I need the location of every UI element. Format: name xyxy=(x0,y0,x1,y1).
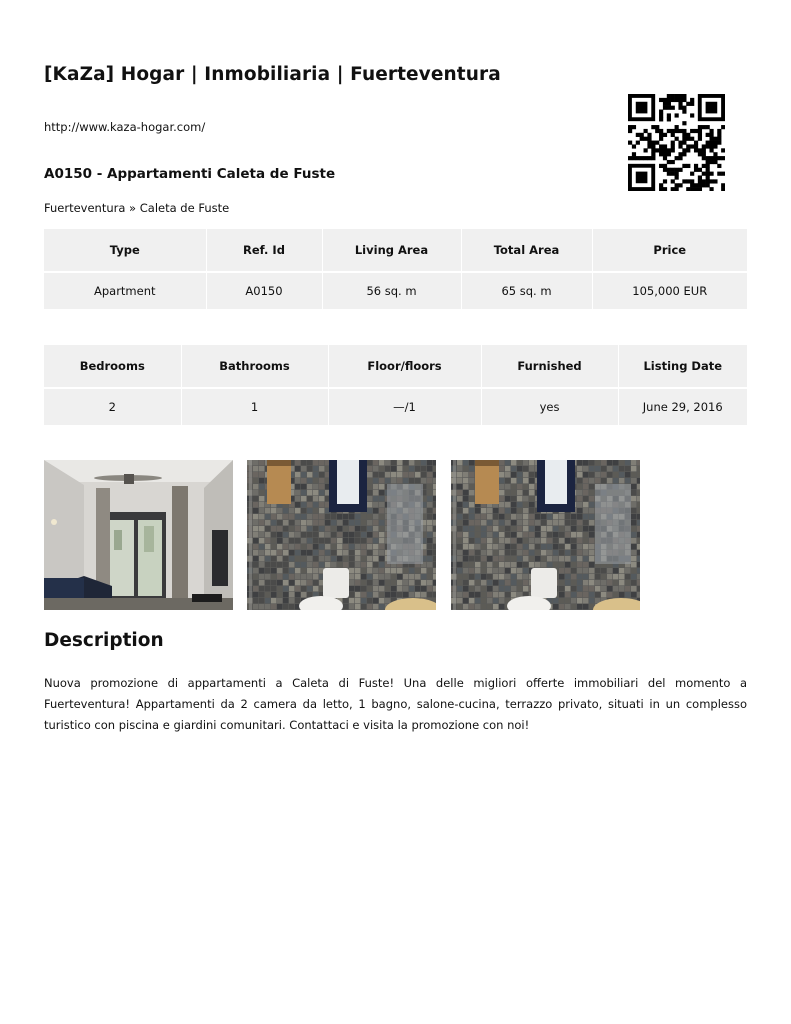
property-info-table xyxy=(44,229,747,309)
value-furnished: yes xyxy=(481,388,618,425)
listing-title: A0150 - Appartamenti Caleta de Fuste xyxy=(44,166,336,182)
site-url-link[interactable]: http://www.kaza-hogar.com/ xyxy=(44,120,206,134)
table-row xyxy=(44,388,747,425)
qr-code xyxy=(628,94,725,191)
value-price: 105,000 EUR xyxy=(632,284,708,298)
photo-bathroom-2[interactable] xyxy=(451,460,640,610)
table-row xyxy=(44,272,747,309)
breadcrumb[interactable]: Fuerteventura » Caleta de Fuste xyxy=(44,201,230,215)
value-living-area: 56 sq. m xyxy=(322,272,461,309)
value-ref-id: A0150 xyxy=(206,272,322,309)
description-heading: Description xyxy=(44,630,164,651)
header-bathrooms: Bathrooms xyxy=(181,345,328,388)
value-floors: —/1 xyxy=(328,388,481,425)
description-text: Nuova promozione di appartamenti a Caleta di Fuste! Una delle migliori offerte immobiliari del momento a Fuerteventura! Appartamenti da 2 camera da letto, 1 bagno, salone-cucina, terrazzo privato, situati in un complesso turistico con piscina e giardini comunitari. Contattaci e visita la promozione con noi! xyxy=(44,676,747,732)
header-floors: Floor/floors xyxy=(328,345,481,388)
property-details-table xyxy=(44,345,747,425)
header-furnished: Furnished xyxy=(481,345,618,388)
photo-gallery xyxy=(44,460,747,610)
photo-bathroom-1[interactable] xyxy=(247,460,436,610)
value-bedrooms: 2 xyxy=(44,388,181,425)
header-ref-id: Ref. Id xyxy=(206,229,322,272)
value-total-area: 65 sq. m xyxy=(461,272,592,309)
header-living-area: Living Area xyxy=(322,229,461,272)
value-type: Apartment xyxy=(44,272,206,309)
header-bedrooms: Bedrooms xyxy=(44,345,181,388)
header-total-area: Total Area xyxy=(461,229,592,272)
header-price: Price xyxy=(592,229,747,272)
value-listing-date: June 29, 2016 xyxy=(642,400,723,414)
table-header-row xyxy=(44,229,747,272)
table-header-row xyxy=(44,345,747,388)
photo-living-room[interactable] xyxy=(44,460,233,610)
header-type: Type xyxy=(44,229,206,272)
site-title: [KaZa] Hogar | Inmobiliaria | Fuerteventura xyxy=(44,64,501,85)
header-listing-date: Listing Date xyxy=(618,345,747,388)
value-bathrooms: 1 xyxy=(181,388,328,425)
